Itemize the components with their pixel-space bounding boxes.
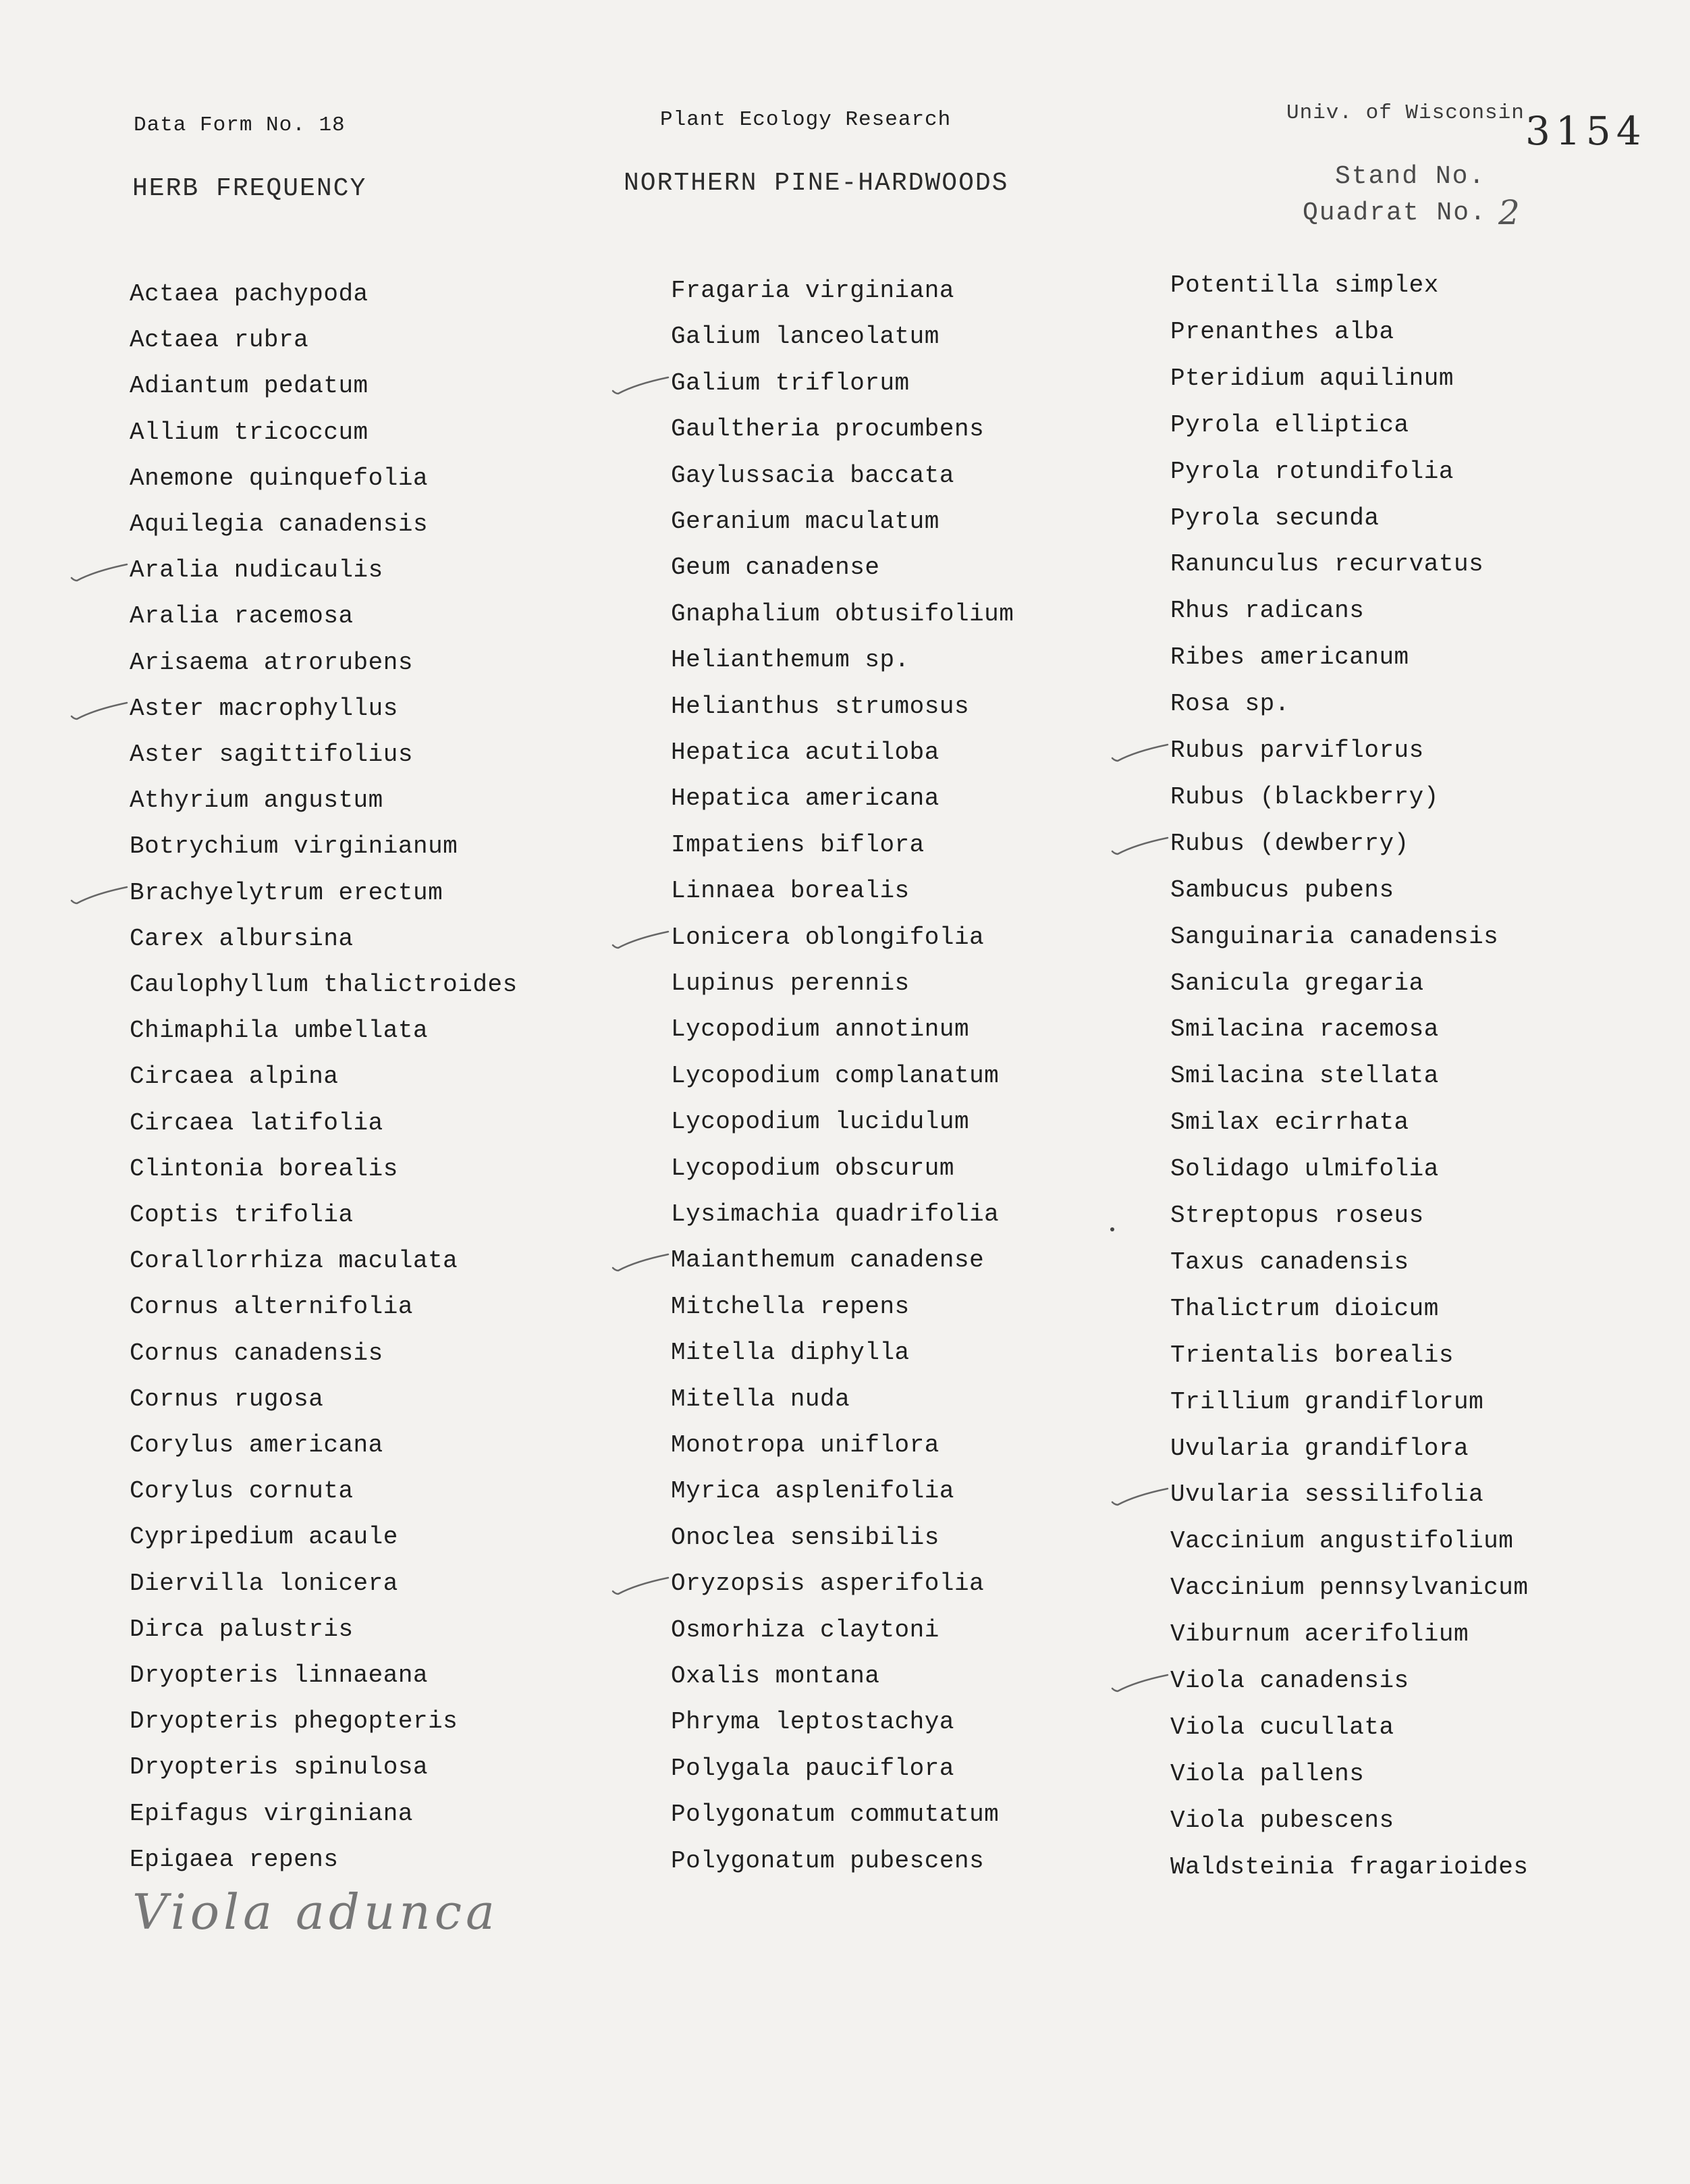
- species-entry: Mitchella repens: [671, 1292, 910, 1321]
- species-entry: Dryopteris linnaeana: [130, 1661, 429, 1689]
- check-mark-icon: [1108, 1671, 1162, 1695]
- species-entry: Diervilla lonicera: [130, 1569, 398, 1597]
- species-entry: Chimaphila umbellata: [130, 1017, 429, 1045]
- species-entry: Hepatica americana: [671, 784, 939, 813]
- species-entry: Caulophyllum thalictroides: [130, 971, 518, 998]
- species-entry: Oryzopsis asperifolia: [671, 1570, 985, 1598]
- species-entry: Epifagus virginiana: [130, 1799, 413, 1828]
- quadrat-label: Quadrat No.: [1303, 198, 1487, 228]
- species-entry: Circaea latifolia: [130, 1109, 383, 1137]
- species-entry: Sanicula gregaria: [1170, 969, 1424, 997]
- species-entry: Lycopodium complanatum: [671, 1061, 1000, 1090]
- species-entry: Mitella nuda: [671, 1385, 850, 1413]
- species-entry: Trientalis borealis: [1170, 1341, 1454, 1369]
- species-entry: Viola cucullata: [1170, 1713, 1394, 1741]
- species-entry: Polygonatum pubescens: [671, 1846, 985, 1875]
- species-entry: Gaultheria procumbens: [671, 415, 985, 444]
- species-entry: Anemone quinquefolia: [130, 464, 429, 492]
- species-entry: Cypripedium acaule: [130, 1523, 398, 1551]
- species-entry: Trillium grandiflorum: [1170, 1387, 1484, 1416]
- species-entry: Smilax ecirrhata: [1170, 1109, 1409, 1137]
- species-entry: Corylus americana: [130, 1431, 383, 1459]
- species-entry: Polygonatum commutatum: [671, 1801, 1000, 1829]
- species-entry: Oxalis montana: [671, 1662, 880, 1690]
- species-entry: Athyrium angustum: [130, 787, 383, 815]
- species-entry: Lycopodium lucidulum: [671, 1108, 970, 1136]
- species-entry: Cornus rugosa: [130, 1385, 324, 1413]
- species-entry: Geranium maculatum: [671, 508, 939, 535]
- species-entry: Helianthemum sp.: [671, 646, 910, 674]
- species-entry: Coptis trifolia: [130, 1201, 354, 1229]
- species-entry: Linnaea borealis: [671, 877, 910, 905]
- species-entry: Dirca palustris: [130, 1615, 354, 1643]
- species-entry: Vaccinium pennsylvanicum: [1170, 1574, 1529, 1602]
- species-entry: Pyrola rotundifolia: [1170, 457, 1454, 485]
- species-entry: Sanguinaria canadensis: [1170, 922, 1499, 951]
- research-title: Plant Ecology Research: [660, 108, 952, 132]
- species-entry: Galium triflorum: [671, 369, 910, 397]
- species-entry: Onoclea sensibilis: [671, 1523, 939, 1551]
- species-entry: Brachyelytrum erectum: [130, 878, 443, 907]
- species-entry: Arisaema atrorubens: [130, 648, 413, 676]
- species-entry: Osmorhiza claytoni: [671, 1616, 939, 1644]
- species-entry: Viburnum acerifolium: [1170, 1620, 1469, 1649]
- species-entry: Allium tricoccum: [130, 418, 369, 446]
- species-entry: Actaea pachypoda: [130, 280, 369, 308]
- species-entry: Impatiens biflora: [671, 830, 925, 859]
- community-title: NORTHERN PINE-HARDWOODS: [624, 169, 1009, 198]
- species-entry: Aralia nudicaulis: [130, 556, 383, 585]
- species-entry: Viola pubescens: [1170, 1806, 1394, 1834]
- check-mark-icon: [609, 1250, 663, 1275]
- species-entry: Galium lanceolatum: [671, 323, 939, 351]
- species-entry: Rubus parviflorus: [1170, 737, 1424, 764]
- check-mark-icon: [1108, 1485, 1162, 1509]
- species-entry: Dryopteris phegopteris: [130, 1707, 458, 1736]
- species-entry: Helianthus strumosus: [671, 692, 970, 720]
- species-entry: Rubus (dewberry): [1170, 829, 1409, 857]
- species-entry: Geum canadense: [671, 554, 880, 582]
- species-entry: Lysimachia quadrifolia: [671, 1200, 1000, 1228]
- species-entry: Hepatica acutiloba: [671, 739, 939, 766]
- species-entry: Aster macrophyllus: [130, 694, 398, 722]
- species-entry: Thalictrum dioicum: [1170, 1294, 1439, 1323]
- species-entry: Maianthemum canadense: [671, 1246, 985, 1275]
- species-entry: Waldsteinia fragarioides: [1170, 1853, 1529, 1881]
- species-entry: Solidago ulmifolia: [1170, 1155, 1439, 1183]
- species-entry: Viola pallens: [1170, 1759, 1365, 1788]
- stamp-number: 3154: [1525, 108, 1647, 154]
- species-entry: Phryma leptostachya: [671, 1708, 954, 1736]
- check-mark-icon: [67, 560, 121, 585]
- species-entry: Rosa sp.: [1170, 690, 1290, 718]
- species-entry: Taxus canadensis: [1170, 1248, 1409, 1276]
- species-entry: Epigaea repens: [130, 1845, 339, 1873]
- species-entry: Sambucus pubens: [1170, 876, 1394, 904]
- species-entry: Smilacina racemosa: [1170, 1015, 1439, 1044]
- form-number: Data Form No. 18: [134, 113, 346, 137]
- species-entry: Cornus alternifolia: [130, 1293, 413, 1321]
- species-entry: Ranunculus recurvatus: [1170, 550, 1484, 579]
- species-entry: Aquilegia canadensis: [130, 510, 429, 538]
- species-entry: Polygala pauciflora: [671, 1754, 954, 1782]
- species-entry: Actaea rubra: [130, 326, 309, 354]
- species-entry: Rubus (blackberry): [1170, 782, 1439, 811]
- check-mark-icon: [1108, 834, 1162, 858]
- species-entry: Streptopus roseus: [1170, 1202, 1424, 1229]
- check-mark-icon: [609, 373, 663, 398]
- species-entry: Lycopodium annotinum: [671, 1015, 970, 1044]
- species-entry: Rhus radicans: [1170, 597, 1365, 625]
- species-entry: Lupinus perennis: [671, 969, 910, 997]
- species-entry: Potentilla simplex: [1170, 271, 1439, 299]
- species-entry: Aralia racemosa: [130, 602, 354, 631]
- species-entry: Lycopodium obscurum: [671, 1154, 954, 1182]
- species-entry: Circaea alpina: [130, 1063, 339, 1091]
- species-entry: Pteridium aquilinum: [1170, 364, 1454, 392]
- handwritten-species-viola-adunca: Viola adunca: [132, 1884, 499, 1940]
- species-entry: Prenanthes alba: [1170, 317, 1394, 346]
- species-entry: Myrica asplenifolia: [671, 1477, 954, 1506]
- species-entry: Fragaria virginiana: [671, 277, 954, 304]
- check-mark-icon: [67, 699, 121, 723]
- species-entry: Carex albursina: [130, 924, 354, 953]
- species-entry: Gnaphalium obtusifolium: [671, 600, 1014, 628]
- species-entry: Pyrola elliptica: [1170, 410, 1409, 439]
- species-entry: Corylus cornuta: [130, 1477, 354, 1506]
- species-entry: Ribes americanum: [1170, 643, 1409, 672]
- species-entry: Mitella diphylla: [671, 1339, 910, 1367]
- species-entry: Corallorrhiza maculata: [130, 1247, 458, 1275]
- species-entry: Clintonia borealis: [130, 1154, 398, 1183]
- species-entry: Pyrola secunda: [1170, 504, 1380, 532]
- species-entry: Dryopteris spinulosa: [130, 1753, 429, 1782]
- university-name: Univ. of Wisconsin: [1286, 101, 1525, 125]
- species-entry: Uvularia grandiflora: [1170, 1434, 1469, 1462]
- stand-label: Stand No.: [1335, 162, 1486, 191]
- check-mark-icon: [609, 1574, 663, 1598]
- species-entry: Cornus canadensis: [130, 1339, 383, 1367]
- species-entry: Botrychium virginianum: [130, 832, 458, 861]
- species-entry: Monotropa uniflora: [671, 1431, 939, 1459]
- stray-mark: [1110, 1227, 1114, 1231]
- species-entry: Lonicera oblongifolia: [671, 923, 985, 951]
- check-mark-icon: [609, 928, 663, 952]
- species-entry: Viola canadensis: [1170, 1667, 1409, 1695]
- check-mark-icon: [67, 883, 121, 907]
- species-entry: Gaylussacia baccata: [671, 461, 954, 489]
- check-mark-icon: [1108, 741, 1162, 765]
- species-entry: Adiantum pedatum: [130, 372, 369, 400]
- quadrat-value: 2: [1498, 193, 1520, 232]
- species-entry: Aster sagittifolius: [130, 741, 413, 768]
- species-entry: Vaccinium angustifolium: [1170, 1527, 1514, 1555]
- species-entry: Smilacina stellata: [1170, 1062, 1439, 1090]
- form-title: HERB FREQUENCY: [132, 174, 367, 203]
- species-entry: Uvularia sessilifolia: [1170, 1481, 1484, 1509]
